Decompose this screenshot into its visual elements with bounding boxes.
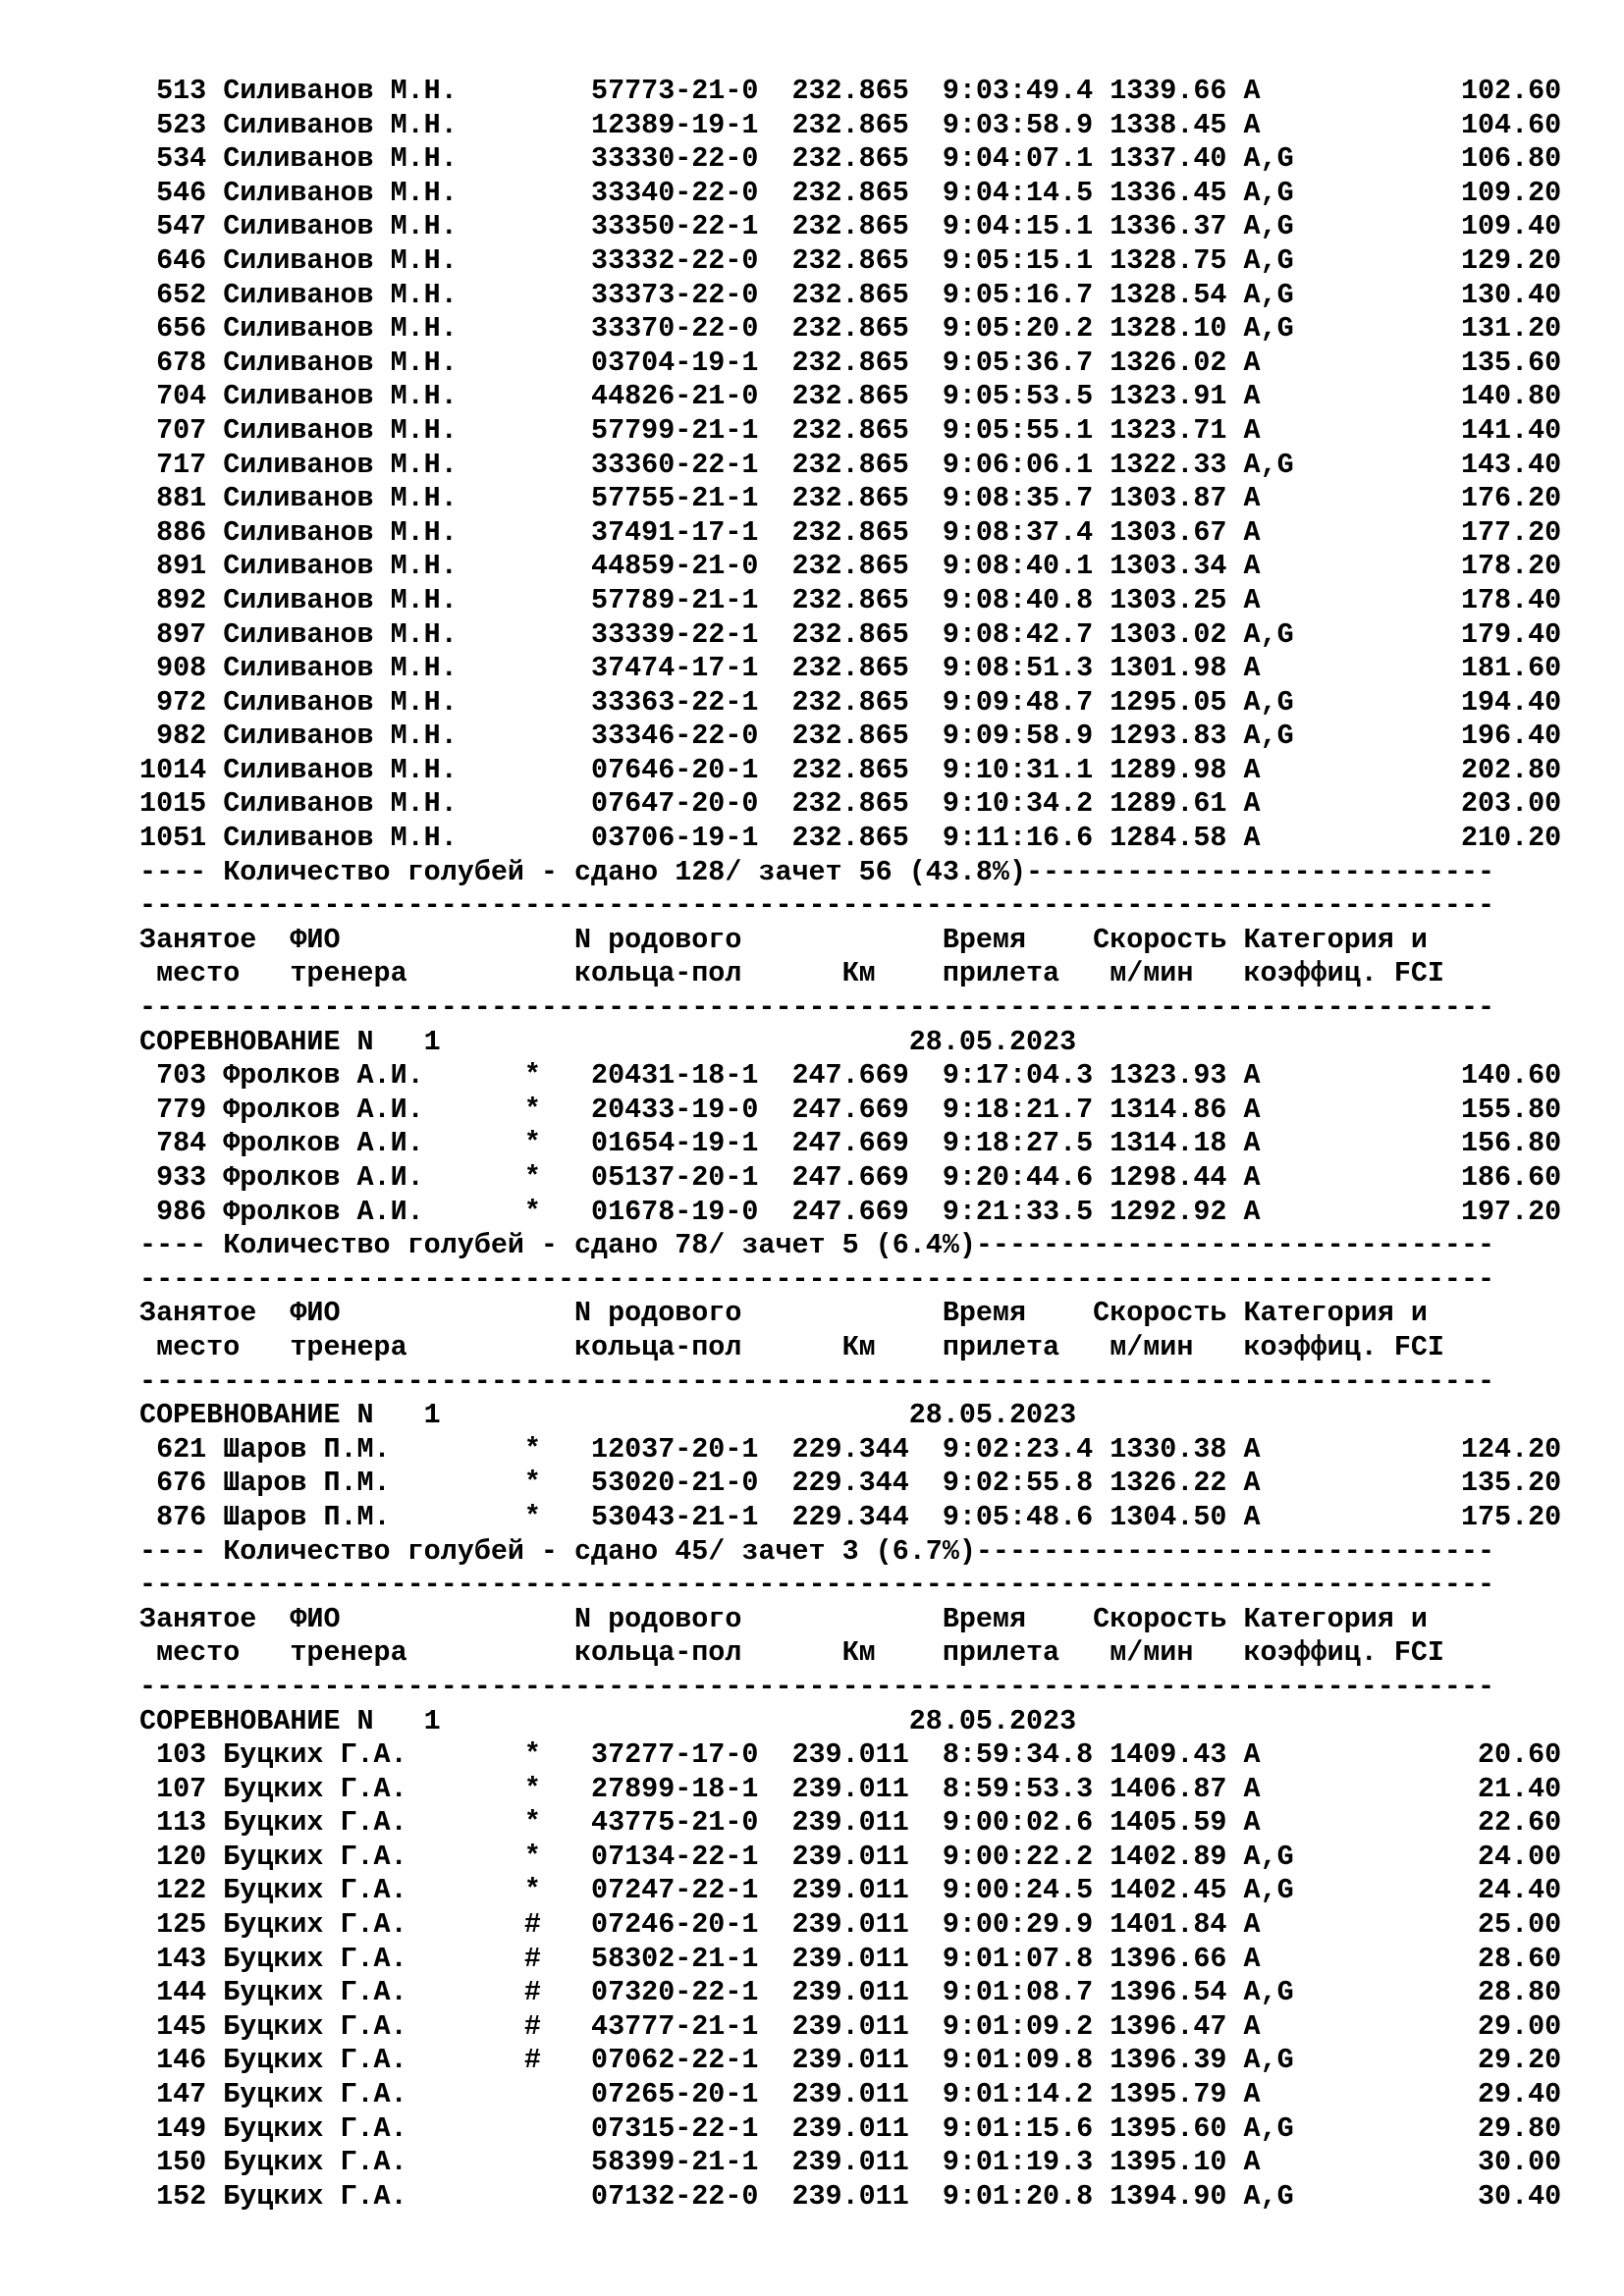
summary-line: ---- Количество голубей - сдано 78/ зачет 5 (6.4%)-------------------------------: [123, 1229, 1495, 1262]
result-row: 982 Силиванов М.Н. 33346-22-0 232.865 9:09:58.9 1293.83 A,G 196.40: [123, 720, 1562, 753]
result-row: 972 Силиванов М.Н. 33363-22-1 232.865 9:09:48.7 1295.05 A,G 194.40: [123, 685, 1562, 719]
result-row: 892 Силиванов М.Н. 57789-21-1 232.865 9:08:40.8 1303.25 A 178.40: [123, 583, 1562, 616]
result-row: 150 Буцких Г.А. 58399-21-1 239.011 9:01:19.3 1395.10 A 30.00: [123, 2146, 1562, 2179]
separator-line: ---------------------------------------------------------------------------------: [123, 1670, 1495, 1703]
result-row: 147 Буцких Г.А. 07265-20-1 239.011 9:01:14.2 1395.79 A 29.40: [123, 2078, 1562, 2111]
result-row: 876 Шаров П.М. * 53043-21-1 229.344 9:05:48.6 1304.50 A 175.20: [123, 1500, 1562, 1533]
column-header-line: Занятое ФИО N родового Время Скорость Категория и: [123, 1602, 1428, 1635]
column-header-line: Занятое ФИО N родового Время Скорость Категория и: [123, 923, 1428, 956]
separator-line: ---------------------------------------------------------------------------------: [123, 991, 1495, 1025]
result-row: 152 Буцких Г.А. 07132-22-0 239.011 9:01:20.8 1394.90 A,G 30.40: [123, 2179, 1562, 2213]
result-row: 103 Буцких Г.А. * 37277-17-0 239.011 8:59:34.8 1409.43 A 20.60: [123, 1738, 1562, 1772]
separator-line: ---------------------------------------------------------------------------------: [123, 1364, 1495, 1398]
result-row: 707 Силиванов М.Н. 57799-21-1 232.865 9:05:55.1 1323.71 A 141.40: [123, 413, 1562, 447]
result-row: 144 Буцких Г.А. # 07320-22-1 239.011 9:01:08.7 1396.54 A,G 28.80: [123, 1976, 1562, 2009]
result-row: 143 Буцких Г.А. # 58302-21-1 239.011 9:01:07.8 1396.66 A 28.60: [123, 1942, 1562, 1975]
competition-line: СОРЕВНОВАНИЕ N 1 28.05.2023: [123, 1025, 1077, 1058]
result-row: 113 Буцких Г.А. * 43775-21-0 239.011 9:00:02.6 1405.59 A 22.60: [123, 1806, 1562, 1840]
result-row: 703 Фролков А.И. * 20431-18-1 247.669 9:17:04.3 1323.93 A 140.60: [123, 1059, 1562, 1093]
result-row: 646 Силиванов М.Н. 33332-22-0 232.865 9:05:15.1 1328.75 A,G 129.20: [123, 243, 1562, 277]
separator-line: ---------------------------------------------------------------------------------: [123, 1262, 1495, 1296]
column-header-line: место тренера кольца-пол Км прилета м/мин коэффиц. FCI: [123, 1636, 1444, 1670]
competition-line: СОРЕВНОВАНИЕ N 1 28.05.2023: [123, 1704, 1077, 1737]
result-row: 107 Буцких Г.А. * 27899-18-1 239.011 8:59:53.3 1406.87 A 21.40: [123, 1772, 1562, 1805]
column-header-line: место тренера кольца-пол Км прилета м/мин коэффиц. FCI: [123, 1330, 1444, 1363]
result-row: 120 Буцких Г.А. * 07134-22-1 239.011 9:00:22.2 1402.89 A,G 24.00: [123, 1840, 1562, 1873]
result-row: 1051 Силиванов М.Н. 03706-19-1 232.865 9:11:16.6 1284.58 A 210.20: [123, 822, 1562, 855]
result-row: 125 Буцких Г.А. # 07246-20-1 239.011 9:00:29.9 1401.84 A 25.00: [123, 1908, 1562, 1942]
result-row: 676 Шаров П.М. * 53020-21-0 229.344 9:02:55.8 1326.22 A 135.20: [123, 1467, 1562, 1500]
separator-line: ---------------------------------------------------------------------------------: [123, 1569, 1495, 1602]
competition-line: СОРЕВНОВАНИЕ N 1 28.05.2023: [123, 1399, 1077, 1432]
result-row: 933 Фролков А.И. * 05137-20-1 247.669 9:20:44.6 1298.44 A 186.60: [123, 1161, 1562, 1194]
separator-line: ---------------------------------------------------------------------------------: [123, 889, 1495, 923]
summary-line: ---- Количество голубей - сдано 45/ зачет 3 (6.7%)-------------------------------: [123, 1534, 1495, 1568]
result-row: 146 Буцких Г.А. # 07062-22-1 239.011 9:01:09.8 1396.39 A,G 29.20: [123, 2044, 1562, 2077]
summary-line: ---- Количество голубей - сдано 128/ зачет 56 (43.8%)----------------------------: [123, 855, 1495, 888]
result-row: 908 Силиванов М.Н. 37474-17-1 232.865 9:08:51.3 1301.98 A 181.60: [123, 652, 1562, 685]
result-row: 513 Силиванов М.Н. 57773-21-0 232.865 9:03:49.4 1339.66 A 102.60: [123, 75, 1562, 107]
result-row: 717 Силиванов М.Н. 33360-22-1 232.865 9:06:06.1 1322.33 A,G 143.40: [123, 448, 1562, 481]
result-row: 886 Силиванов М.Н. 37491-17-1 232.865 9:08:37.4 1303.67 A 177.20: [123, 515, 1562, 549]
result-row: 986 Фролков А.И. * 01678-19-0 247.669 9:21:33.5 1292.92 A 197.20: [123, 1195, 1562, 1228]
result-row: 621 Шаров П.М. * 12037-20-1 229.344 9:02:23.4 1330.38 A 124.20: [123, 1432, 1562, 1466]
column-header-line: место тренера кольца-пол Км прилета м/мин коэффиц. FCI: [123, 957, 1444, 990]
result-row: 704 Силиванов М.Н. 44826-21-0 232.865 9:05:53.5 1323.91 A 140.80: [123, 380, 1562, 413]
result-row: 881 Силиванов М.Н. 57755-21-1 232.865 9:08:35.7 1303.87 A 176.20: [123, 482, 1562, 515]
column-header-line: Занятое ФИО N родового Время Скорость Категория и: [123, 1297, 1428, 1330]
result-row: 779 Фролков А.И. * 20433-19-0 247.669 9:18:21.7 1314.86 A 155.80: [123, 1093, 1562, 1126]
results-printout: [123, 75, 1605, 2214]
result-row: 891 Силиванов М.Н. 44859-21-0 232.865 9:08:40.1 1303.34 A 178.20: [123, 550, 1562, 583]
result-row: 523 Силиванов М.Н. 12389-19-1 232.865 9:03:58.9 1338.45 A 104.60: [123, 108, 1562, 141]
result-row: 1015 Силиванов М.Н. 07647-20-0 232.865 9:10:34.2 1289.61 A 203.00: [123, 787, 1562, 821]
result-row: 547 Силиванов М.Н. 33350-22-1 232.865 9:04:15.1 1336.37 A,G 109.40: [123, 210, 1562, 243]
result-row: 149 Буцких Г.А. 07315-22-1 239.011 9:01:15.6 1395.60 A,G 29.80: [123, 2111, 1562, 2145]
result-row: 145 Буцких Г.А. # 43777-21-1 239.011 9:01:09.2 1396.47 A 29.00: [123, 2009, 1562, 2043]
result-row: 122 Буцких Г.А. * 07247-22-1 239.011 9:00:24.5 1402.45 A,G 24.40: [123, 1874, 1562, 1907]
result-row: 534 Силиванов М.Н. 33330-22-0 232.865 9:04:07.1 1337.40 A,G 106.80: [123, 142, 1562, 176]
result-row: 546 Силиванов М.Н. 33340-22-0 232.865 9:04:14.5 1336.45 A,G 109.20: [123, 176, 1562, 209]
result-row: 897 Силиванов М.Н. 33339-22-1 232.865 9:08:42.7 1303.02 A,G 179.40: [123, 617, 1562, 651]
result-row: 678 Силиванов М.Н. 03704-19-1 232.865 9:05:36.7 1326.02 A 135.60: [123, 346, 1562, 379]
result-row: 652 Силиванов М.Н. 33373-22-0 232.865 9:05:16.7 1328.54 A,G 130.40: [123, 278, 1562, 311]
result-row: 784 Фролков А.И. * 01654-19-1 247.669 9:18:27.5 1314.18 A 156.80: [123, 1127, 1562, 1160]
result-row: 656 Силиванов М.Н. 33370-22-0 232.865 9:05:20.2 1328.10 A,G 131.20: [123, 312, 1562, 346]
result-row: 1014 Силиванов М.Н. 07646-20-1 232.865 9:10:31.1 1289.98 A 202.80: [123, 753, 1562, 786]
